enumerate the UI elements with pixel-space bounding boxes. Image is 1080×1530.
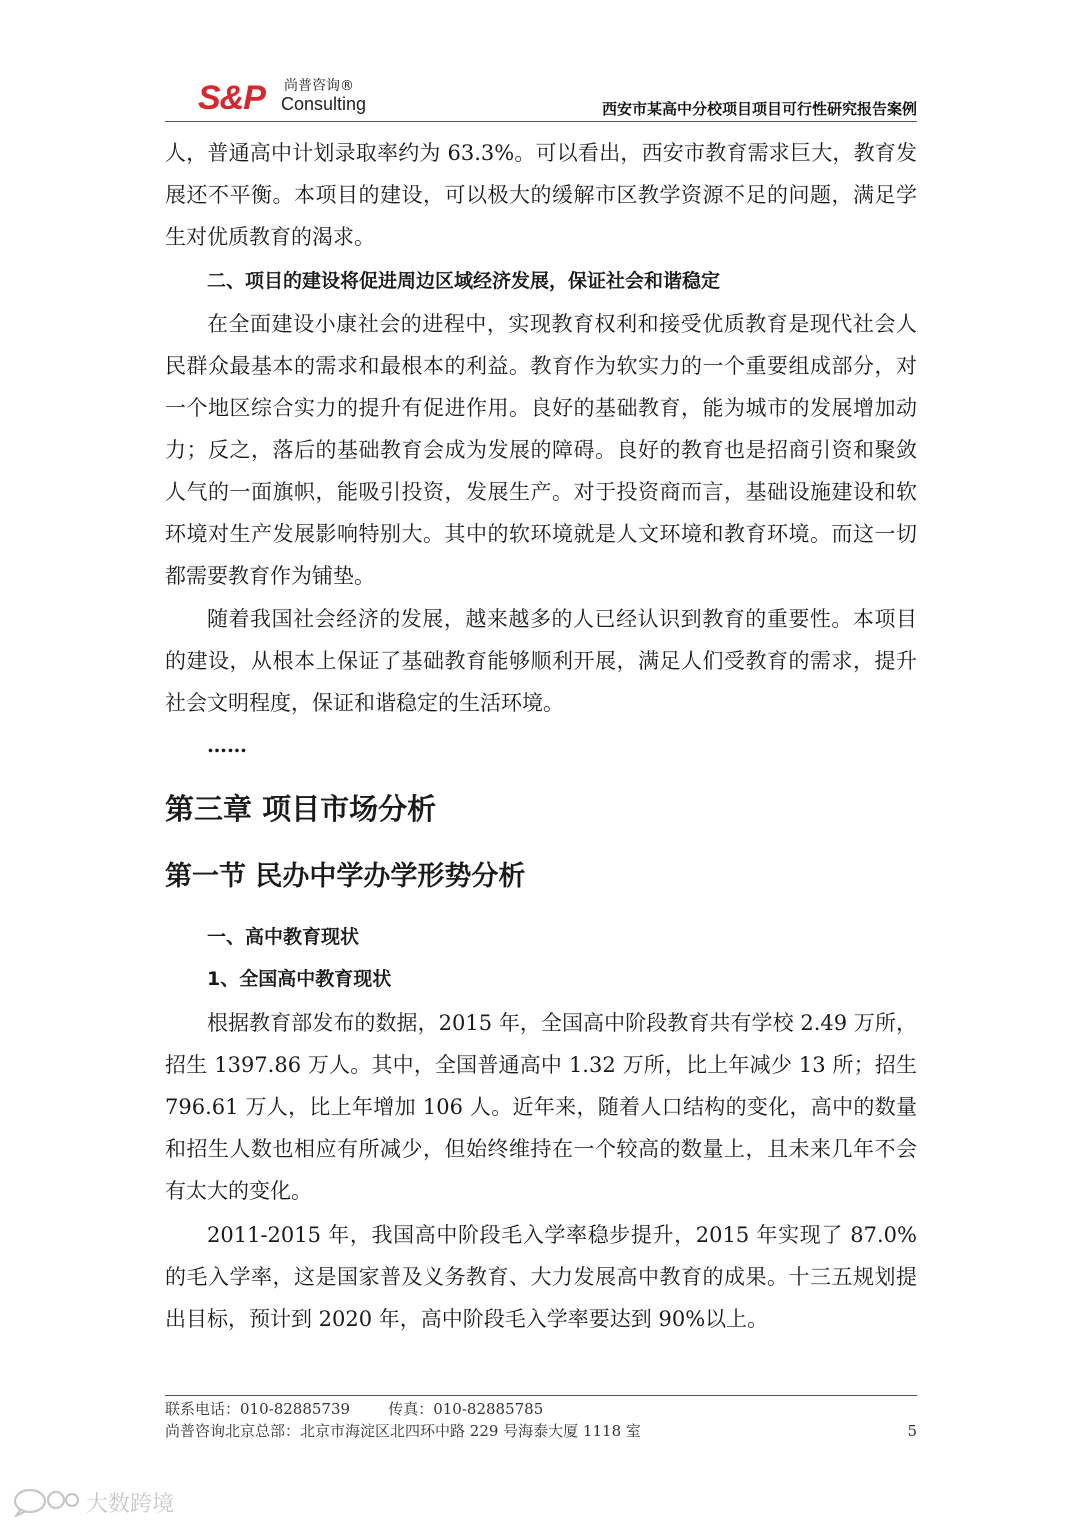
- subheading-high-school-status: 一、高中教育现状: [207, 926, 360, 948]
- chapter-title: 第三章 项目市场分析: [165, 792, 437, 826]
- paragraph-enrollment: 人，普通高中计划录取率约为 63.3%。可以看出，西安市教育需求巨大，教育发展还不平衡。本项目的建设，可以极大的缓解市区教学资源不足的问题，满足学生对优质教育的渴求。: [165, 141, 917, 249]
- document-title: 西安市某高中分校项目项目可行性研究报告案例: [601, 100, 917, 118]
- footer-phone: 联系电话：010-82885739: [165, 1400, 351, 1418]
- ellipsis: ……: [207, 733, 247, 757]
- subheading-national-high-school: 1、全国高中教育现状: [207, 968, 392, 990]
- paragraph-social-development: 随着我国社会经济的发展，越来越多的人已经认识到教育的重要性。本项目的建设，从根本上保证了基础教育能够顺利开展，满足人们受教育的需求，提升社会文明程度，保证和谐稳定的生活环境。: [165, 607, 917, 715]
- footer-divider: [165, 1395, 917, 1396]
- paragraph-education-value: 在全面建设小康社会的进程中，实现教育权利和接受优质教育是现代社会人民群众最基本的需求和最根本的利益。教育作为软实力的一个重要组成部分，对一个地区综合实力的提升有促进作用。良好的基础教育，能为城市的发展增加动力；反之，落后的基础教育会成为发展的障碍。良好的教育也是招商引资和聚敛人气的一面旗帜，能吸引投资，发展生产。对于投资商而言，基础设施建设和软环境对生产发展影响特别大。其中的软环境就是人文环境和教育环境。而这一切都需要教育作为铺垫。: [165, 312, 917, 588]
- logo-english-name: Consulting: [281, 94, 367, 114]
- sp-consulting-logo: [198, 78, 368, 118]
- footer-contact: [165, 1400, 543, 1418]
- header-divider: [165, 121, 917, 122]
- watermark-text: 大数跨境: [86, 1491, 175, 1517]
- subheading-economic-development: 二、项目的建设将促进周边区域经济发展，保证社会和谐稳定: [207, 270, 721, 292]
- page-number: 5: [907, 1422, 917, 1440]
- paragraph-enrollment-rate: 2011-2015 年，我国高中阶段毛入学率稳步提升，2015 年实现了 87.0%的毛入学率，这是国家普及义务教育、大力发展高中教育的成果。十三五规划提出目标，预计到 2020 年，高中阶段毛入学率要达到 90%以上。: [165, 1223, 917, 1331]
- chat-bubble-icon: [10, 1487, 80, 1517]
- watermark: [10, 1486, 174, 1518]
- section-title: 第一节 民办中学办学形势分析: [165, 861, 526, 892]
- footer-fax: 传真：010-82885785: [388, 1400, 544, 1418]
- logo-chinese-name: 尚普咨询®: [284, 78, 354, 94]
- paragraph-national-statistics: 根据教育部发布的数据，2015 年，全国高中阶段教育共有学校 2.49 万所，招生 1397.86 万人。其中，全国普通高中 1.32 万所，比上年减少 13 所；招生 796.61 万人，比上年增加 106 人。近年来，随着人口结构的变化，高中的数量和招生人数也相应有所减少，但始终维持在一个较高的数量上，且未来几年不会有太大的变化。: [165, 1011, 917, 1203]
- footer-address: 尚普咨询北京总部：北京市海淀区北四环中路 229 号海泰大厦 1118 室: [165, 1422, 641, 1440]
- logo-mark: S&P: [198, 79, 265, 117]
